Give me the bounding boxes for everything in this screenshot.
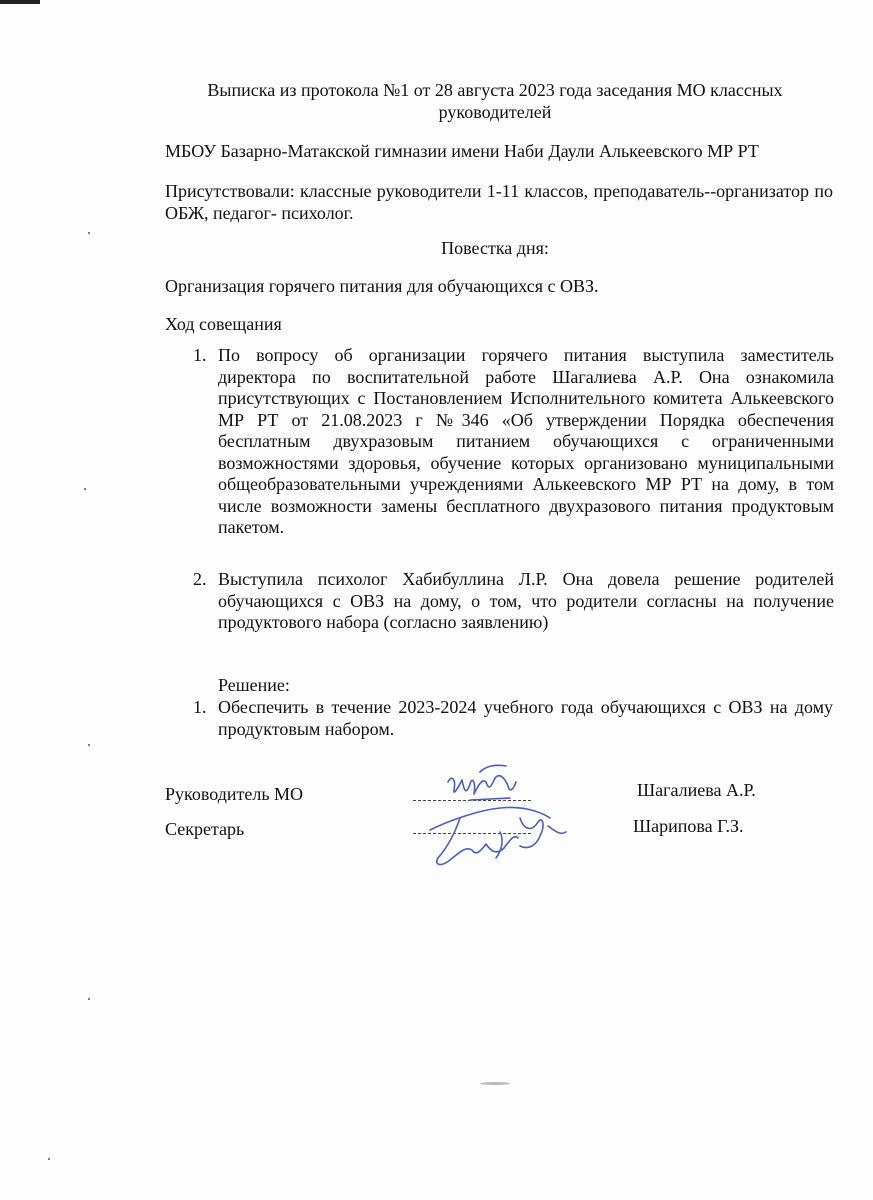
- list-item-number: 1.: [193, 345, 207, 365]
- document-title: Выписка из протокола №1 от 28 августа 2023 года заседания МО классных руководителей: [207, 80, 783, 122]
- scan-corner-mark: [0, 0, 40, 4]
- decision-heading: Решение:: [218, 675, 290, 695]
- proceedings-heading: Ход совещания: [165, 314, 282, 334]
- scan-speck: [88, 232, 90, 234]
- scan-speck: [48, 1158, 50, 1160]
- scan-speck: [84, 488, 86, 490]
- signature-name-secretary: Шарипова Г.З.: [633, 816, 744, 836]
- list-item-number: 2.: [193, 569, 207, 589]
- signature-role-secretary: Секретарь: [165, 819, 245, 839]
- list-item: Выступила психолог Хабибуллина Л.Р. Она довела решение родителей обучающихся с ОВЗ на дому, о том, что родители согласны на получение продуктового набора (согласно заявлению): [218, 569, 834, 632]
- agenda-heading: Повестка дня:: [441, 238, 549, 258]
- signature-role-head: Руководитель МО: [165, 784, 304, 804]
- scan-smudge: [480, 1082, 510, 1085]
- handwritten-signature-image: [420, 760, 580, 875]
- school-name: МБОУ Базарно-Матакской гимназии имени Наби Даули Алькеевского МР РТ: [165, 141, 759, 161]
- agenda-item: Организация горячего питания для обучающихся с ОВЗ.: [165, 276, 599, 296]
- decision-number: 1.: [193, 697, 207, 717]
- decision-item: Обеспечить в течение 2023-2024 учебного года обучающихся с ОВЗ на дому продуктовым набором.: [218, 697, 833, 739]
- list-item: По вопросу об организации горячего питания выступила заместитель директора по воспитательной работе Шагалиева А.Р. Она ознакомила присутствующих с Постановлением Исполнительного комитета Алькеевского МР РТ от 21.08.2023 г №346 «Об утверждении Порядка обеспечения бесплатным двухразовым питанием обучающихся с ограниченными возможностями здоровья, обучение которых организовано муниципальными общеобразовательными учреждениями Алькеевского МР РТ на дому, в том числе возможности замены бесплатного двухразового питания продуктовым пакетом.: [218, 345, 834, 537]
- attendees-paragraph: Присутствовали: классные руководители 1-11 классов, преподаватель--организатор по ОБЖ, педагог- психолог.: [165, 181, 833, 223]
- scan-speck: [88, 998, 90, 1000]
- scan-speck: [88, 744, 90, 746]
- signature-name-head: Шагалиева А.Р.: [637, 780, 756, 800]
